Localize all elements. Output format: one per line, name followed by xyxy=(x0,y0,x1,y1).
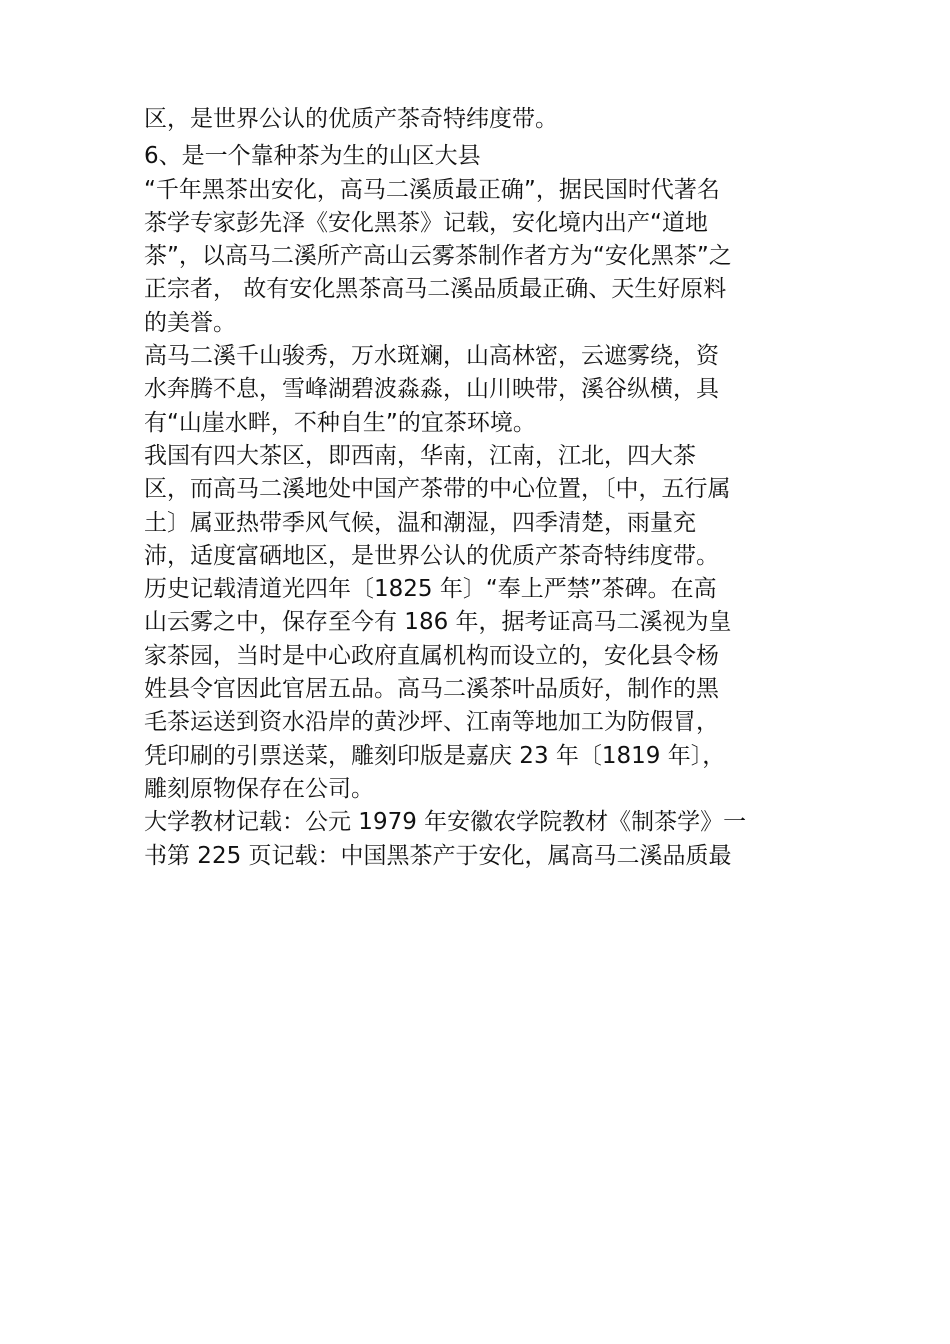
text-line: 土〕属亚热带季风气候，温和潮湿，四季清楚，雨量充 xyxy=(144,509,696,536)
section-heading: 6、是一个靠种茶为生的山区大县 xyxy=(144,143,481,170)
text-line: 茶学专家彭先泽《安化黑茶》记载，安化境内出产“道地 xyxy=(144,209,708,236)
text-line: “千年黑茶出安化，高马二溪质最正确”，据民国时代著名 xyxy=(144,176,720,203)
text-line: 雕刻原物保存在公司。 xyxy=(144,775,374,802)
text-line: 正宗者， 故有安化黑茶高马二溪品质最正确、天生好原料 xyxy=(144,276,727,303)
text-line: 区，是世界公认的优质产茶奇特纬度带。 xyxy=(144,106,558,132)
text-line: 姓县令官因此官居五品。高马二溪茶叶品质好，制作的黑 xyxy=(144,676,719,703)
text-line: 历史记载清道光四年〔1825 年〕“奉上严禁”茶碑。在高 xyxy=(144,576,717,603)
text-line: 家茶园，当时是中心政府直属机构而设立的，安化县令杨 xyxy=(144,642,719,669)
text-line: 的美誉。 xyxy=(144,309,236,336)
text-line: 水奔腾不息，雪峰湖碧波淼淼，山川映带，溪谷纵横，具 xyxy=(144,376,719,403)
text-line: 毛茶运送到资水沿岸的黄沙坪、江南等地加工为防假冒， xyxy=(144,709,719,736)
text-line: 茶”，以高马二溪所产高山云雾茶制作者方为“安化黑茶”之 xyxy=(144,243,732,270)
text-line: 我国有四大茶区，即西南，华南，江南，江北，四大茶 xyxy=(144,442,696,469)
text-line: 有“山崖水畔，不种自生”的宜茶环境。 xyxy=(144,409,536,436)
text-line: 凭印刷的引票送菜，雕刻印版是嘉庆 23 年〔1819 年〕， xyxy=(144,742,726,769)
text-line: 区，而高马二溪地处中国产茶带的中心位置，〔中，五行属 xyxy=(144,476,731,503)
text-line: 大学教材记载：公元 1979 年安徽农学院教材《制茶学》一 xyxy=(144,809,747,836)
text-line: 高马二溪千山骏秀，万水斑斓，山高林密，云遮雾绕，资 xyxy=(144,343,719,370)
text-line: 山云雾之中，保存至今有 186 年，据考证高马二溪视为皇 xyxy=(144,609,732,636)
text-line: 沛，适度富硒地区，是世界公认的优质产茶奇特纬度带。 xyxy=(144,542,719,569)
document-body xyxy=(144,103,824,873)
text-line: 书第 225 页记载：中国黑茶产于安化，属高马二溪品质最 xyxy=(144,842,732,869)
